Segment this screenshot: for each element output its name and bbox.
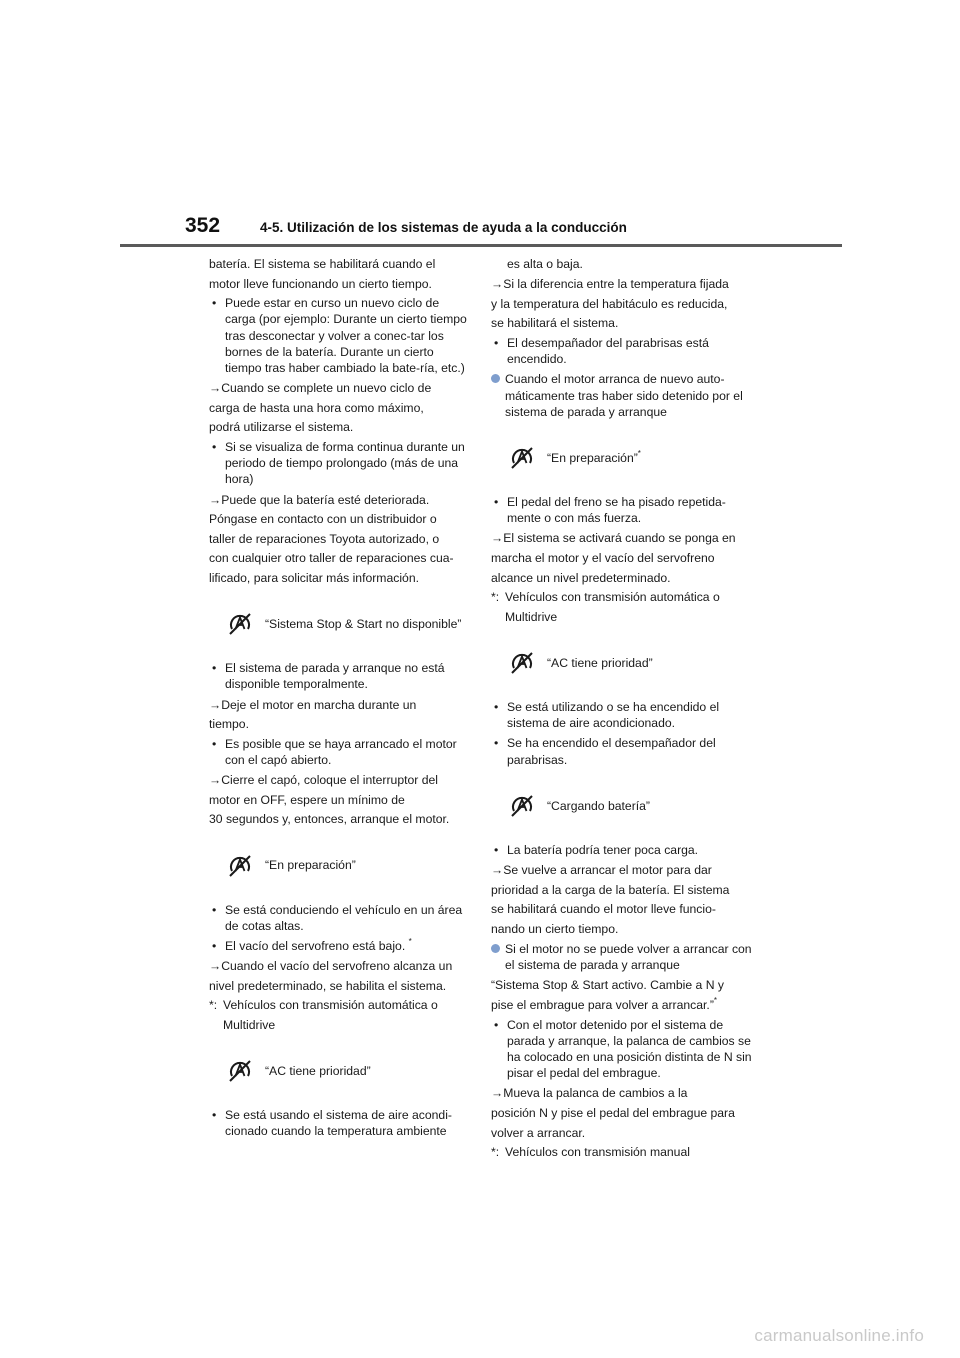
indicator-row: [227, 1057, 471, 1085]
action-text: se habilitará el sistema.: [491, 316, 619, 331]
bullet-item: • Se está utilizando o se ha encendido el sistema de aire acondicionado.: [494, 699, 720, 731]
stop-start-off-indicator-icon: [227, 853, 253, 879]
bullet-item: • Se está conduciendo el vehículo en un área de cotas altas.: [212, 902, 463, 933]
indicator-message: “AC tiene prioridad”: [547, 655, 653, 670]
action-text: y la temperatura del habitáculo es reducida,: [491, 296, 728, 311]
stop-start-off-indicator-icon: [227, 611, 253, 637]
footnote: *: Vehículos con transmisión manual: [491, 1145, 690, 1160]
bullet-item: • Es posible que se haya arrancado el motor con el capó abierto.: [212, 736, 457, 767]
stop-start-off-indicator-icon: [509, 650, 535, 676]
right-column: [491, 256, 753, 1164]
bullet-item: • El pedal del freno se ha pisado repetida-mente o con más fuerza.: [494, 495, 726, 526]
watermark: carmanualsonline.info: [754, 1326, 924, 1345]
action-text: con cualquier otro taller de reparaciones cua-: [209, 551, 454, 566]
blue-bullet-icon: [491, 944, 500, 953]
bullet-item: • El sistema de parada y arranque no está disponible temporalmente.: [212, 661, 445, 692]
action-text: →Puede que la batería esté deteriorada.: [209, 492, 430, 507]
bullet-item: • El desempañador del parabrisas está encendido.: [494, 335, 709, 367]
footnote-mark: *: [408, 936, 412, 946]
section-heading: Si el motor no se puede volver a arrancar con el sistema de parada y arranque: [491, 941, 753, 973]
page-number: 352: [185, 214, 221, 237]
footnote: Multidrive: [505, 609, 558, 624]
action-text: →Mueva la palanca de cambios a la: [491, 1086, 688, 1101]
indicator-row: [227, 852, 471, 880]
action-text: motor en OFF, espere un mínimo de: [209, 792, 405, 807]
footnote: *: Vehículos con transmisión automática o: [209, 998, 438, 1013]
footnote: Multidrive: [223, 1017, 276, 1032]
stop-start-off-indicator-icon: [509, 445, 535, 471]
paragraph: batería. El sistema se habilitará cuando el: [209, 257, 436, 271]
paragraph: pise el embrague para volver a arrancar.”*: [491, 995, 717, 1012]
indicator-message: “Sistema Stop & Start no disponible”: [265, 617, 462, 632]
action-text: 30 segundos y, entonces, arranque el motor.: [209, 812, 450, 827]
section-heading: Cuando el motor arranca de nuevo auto-máticamente tras haber sido detenido por el sistema de parada y arranque: [491, 371, 753, 420]
action-text: nivel predeterminado, se habilita el sistema.: [209, 978, 447, 993]
action-text: Póngase en contacto con un distribuidor o: [209, 512, 437, 527]
action-text: tiempo.: [209, 717, 249, 732]
stop-start-off-indicator-icon: [509, 793, 535, 819]
left-column: [209, 256, 471, 1144]
action-text: nando un cierto tiempo.: [491, 921, 619, 936]
action-text: →Se vuelve a arrancar el motor para dar: [491, 863, 712, 877]
action-text: lificado, para solicitar más información.: [209, 570, 419, 585]
action-text: →Cierre el capó, coloque el interruptor del: [209, 773, 438, 788]
bullet-item: • Puede estar en curso un nuevo ciclo de carga (por ejemplo: Durante un cierto tiempo tras desconectar y volver a conec-tar los bornes de la batería. Durante un cierto tiempo tras haber cambiado la bate-ría, etc.): [212, 296, 467, 375]
action-text: carga de hasta una hora como máximo,: [209, 400, 424, 415]
bullet-item: • La batería podría tener poca carga.: [494, 842, 699, 857]
stop-start-off-indicator-icon: [227, 1058, 253, 1084]
indicator-message: “Cargando batería”: [547, 798, 650, 813]
action-text: →El sistema se activará cuando se ponga en: [491, 531, 736, 546]
action-text: →Cuando el vacío del servofreno alcanza un: [209, 959, 453, 974]
indicator-row: [509, 444, 753, 472]
bullet-item: • Con el motor detenido por el sistema de parada y arranque, la palanca de cambios se ha colocado en una posición distinta de N sin pisar el pedal del embrague.: [494, 1017, 752, 1081]
bullet-item: • Se ha encendido el desempañador del parabrisas.: [494, 736, 716, 767]
action-text: podrá utilizarse el sistema.: [209, 420, 354, 435]
bullet-item: • Si se visualiza de forma continua durante un periodo de tiempo prolongado (más de una hora): [212, 439, 465, 487]
action-text: se habilitará cuando el motor lleve funcio-: [491, 902, 716, 917]
bullet-item: • Se está usando el sistema de aire acondi-cionado cuando la temperatura ambiente: [212, 1108, 452, 1139]
action-text: →Cuando se complete un nuevo ciclo de: [209, 381, 432, 396]
action-text: posición N y pise el pedal del embrague para: [491, 1105, 735, 1120]
bullet-item: • El vacío del servofreno está bajo. *: [212, 936, 412, 953]
action-text: volver a arrancar.: [491, 1125, 586, 1140]
bullet-continuation: es alta o baja.: [507, 257, 583, 271]
action-text: →Si la diferencia entre la temperatura fijada: [491, 277, 729, 292]
action-text: marcha el motor y el vacío del servofreno: [491, 551, 715, 565]
action-text: taller de reparaciones Toyota autorizado, o: [209, 531, 440, 546]
indicator-message: “En preparación”*: [547, 448, 641, 465]
action-text: prioridad a la carga de la batería. El sistema: [491, 882, 730, 897]
blue-bullet-icon: [491, 374, 500, 383]
indicator-row: [509, 649, 753, 677]
indicator-message: “AC tiene prioridad”: [265, 1064, 371, 1079]
paragraph: “Sistema Stop & Start activo. Cambie a N y: [491, 978, 725, 993]
footnote: *: Vehículos con transmisión automática o: [491, 590, 720, 605]
indicator-row: [509, 792, 753, 820]
action-text: →Deje el motor en marcha durante un: [209, 697, 417, 712]
header-rule: [120, 244, 842, 247]
action-text: alcance un nivel predeterminado.: [491, 570, 671, 585]
indicator-message: “En preparación”: [265, 858, 356, 873]
paragraph: motor lleve funcionando un cierto tiempo.: [209, 276, 432, 291]
chapter-title: 4-5. Utilización de los sistemas de ayuda a la conducción: [260, 220, 627, 235]
indicator-row: [227, 610, 471, 638]
